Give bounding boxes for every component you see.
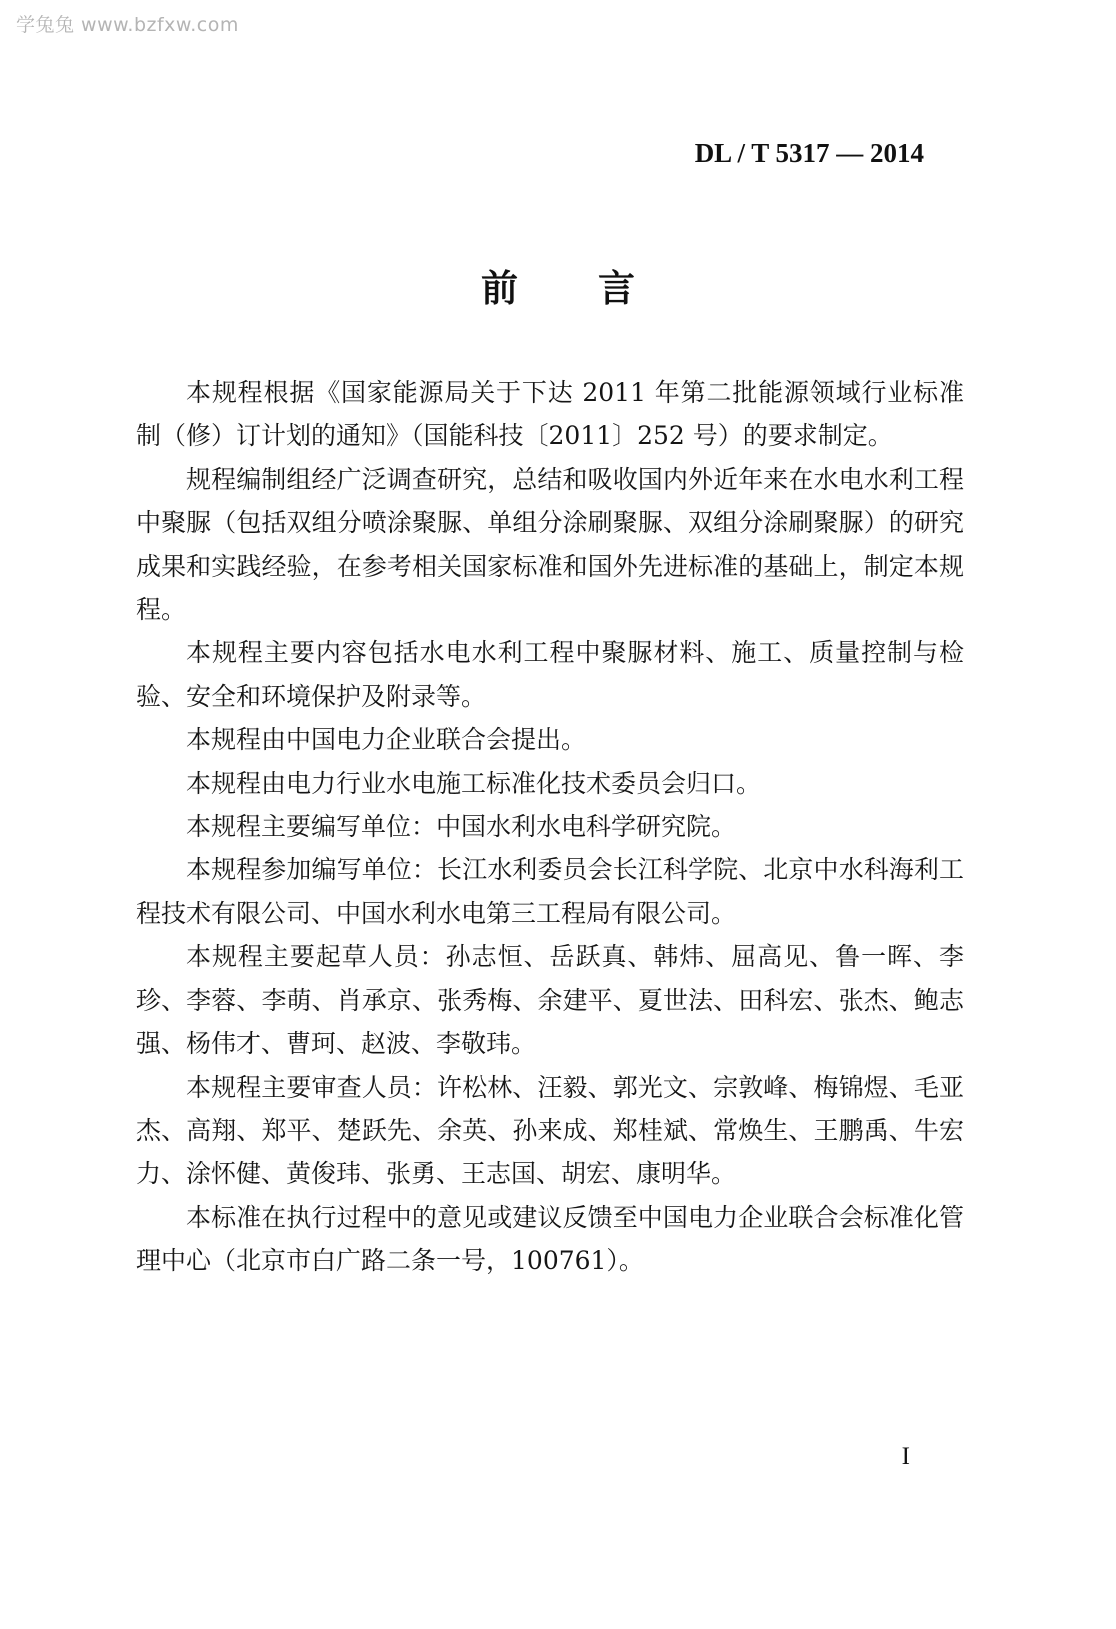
paragraph-drafters: 本规程主要起草人员：孙志恒、岳跃真、韩炜、屈高见、鲁一晖、李珍、李蓉、李萌、肖承京、张秀梅、余建平、夏世法、田科宏、张杰、鲍志强、杨伟才、曹珂、赵波、李敬玮。: [136, 942, 964, 1059]
paragraph-administrator: 本规程由电力行业水电施工标准化技术委员会归口。: [186, 768, 762, 798]
paragraph-basis: 本规程根据《国家能源局关于下达 2011 年第二批能源领域行业标准制（修）订计划的通知》（国能科技〔2011〕252 号）的要求制定。: [136, 378, 964, 451]
paragraph-feedback: 本标准在执行过程中的意见或建议反馈至中国电力企业联合会标准化管理中心（北京市白广路二条一号，100761）。: [136, 1202, 964, 1276]
paragraph-proposer: 本规程由中国电力企业联合会提出。: [186, 725, 587, 755]
page-number: I: [901, 1443, 910, 1470]
paragraph-reviewers: 本规程主要审查人员：许松林、汪毅、郭光文、宗敦峰、梅锦煜、毛亚杰、高翔、郑平、楚跃先、余英、孙来成、郑桂斌、常焕生、王鹏禹、牛宏力、涂怀健、黄俊玮、张勇、王志国、胡宏、康明华。: [136, 1072, 964, 1189]
paragraph-contents: 本规程主要内容包括水电水利工程中聚脲材料、施工、质量控制与检验、安全和环境保护及附录等。: [136, 638, 964, 711]
watermark-text: 学兔兔 www.bzfxw.com: [16, 14, 239, 36]
paragraph-main-drafting-unit: 本规程主要编写单位：中国水利水电科学研究院。: [186, 812, 737, 842]
paragraph-participating-units: 本规程参加编写单位：长江水利委员会长江科学院、北京中水科海利工程技术有限公司、中国水利水电第三工程局有限公司。: [136, 855, 964, 928]
preface-body: [136, 371, 964, 1283]
standard-number: DL / T 5317 — 2014: [694, 138, 924, 168]
paragraph-compilation: 规程编制组经广泛调查研究，总结和吸收国内外近年来在水电水利工程中聚脲（包括双组分喷涂聚脲、单组分涂刷聚脲、双组分涂刷聚脲）的研究成果和实践经验，在参考相关国家标准和国外先进标准的基础上，制定本规程。: [136, 464, 964, 625]
page-title: 前言: [481, 266, 715, 310]
